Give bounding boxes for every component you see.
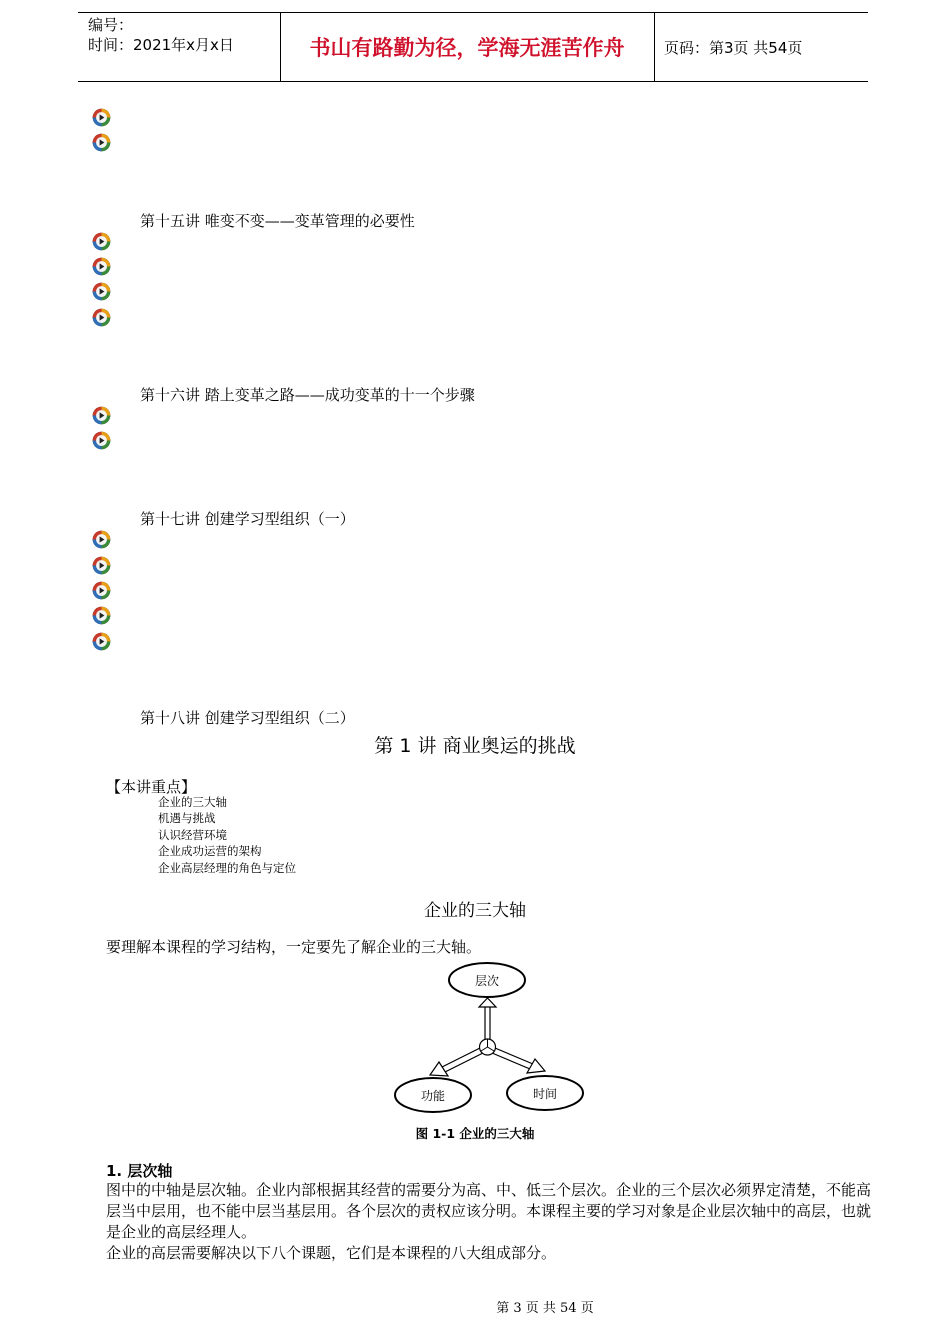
page-header	[78, 12, 868, 82]
serial-label: 编号：	[88, 16, 134, 34]
lecture-title: 第十八讲 创建学习型组织（二）	[140, 709, 355, 727]
play-icon[interactable]	[92, 257, 111, 276]
play-icon[interactable]	[92, 108, 111, 127]
play-icon[interactable]	[92, 556, 111, 575]
body-text	[106, 1180, 882, 1264]
key-point-item: 认识经营环境	[158, 828, 227, 842]
lecture-title: 第十五讲 唯变不变——变革管理的必要性	[140, 212, 415, 230]
key-point-item: 企业成功运营的架构	[158, 844, 262, 858]
lecture-title: 第十六讲 踏上变革之路——成功变革的十一个步骤	[140, 386, 475, 404]
header-motto: 书山有路勤为径，学海无涯苦作舟	[309, 36, 625, 60]
play-icon[interactable]	[92, 133, 111, 152]
axis-label-left: 功能	[420, 1089, 446, 1103]
play-icon[interactable]	[92, 282, 111, 301]
key-point-item: 企业的三大轴	[158, 795, 227, 809]
key-point-item: 企业高层经理的角色与定位	[158, 861, 296, 875]
figure-caption: 图 1-1 企业的三大轴	[415, 1126, 535, 1141]
key-point-item: 机遇与挑战	[158, 811, 216, 825]
paragraph: 企业的高层需要解决以下八个课题，它们是本课程的八大组成部分。	[106, 1244, 557, 1262]
subsection-title: 1. 层次轴	[106, 1162, 173, 1180]
play-icon[interactable]	[92, 431, 111, 450]
axis-label-top: 层次	[474, 974, 500, 988]
header-meta	[88, 15, 234, 55]
lecture-title: 第十七讲 创建学习型组织（一）	[140, 510, 355, 528]
paragraph: 图中的中轴是层次轴。企业内部根据其经营的需要分为高、中、低三个层次。企业的三个层次必须界定清楚，不能高层当中层用，也不能中层当基层用。各个层次的责权应该分明。本课程主要的学习对象是企业层次轴中的高层，也就是企业的高层经理人。	[106, 1181, 872, 1241]
play-icon[interactable]	[92, 232, 111, 251]
play-icon[interactable]	[92, 581, 111, 600]
time-label: 时间：2021年x月x日	[88, 36, 234, 54]
axis-label-right: 时间	[532, 1087, 558, 1101]
play-icon[interactable]	[92, 406, 111, 425]
play-icon[interactable]	[92, 606, 111, 625]
three-axis-diagram	[390, 960, 590, 1120]
header-page-info: 页码：第3页 共54页	[664, 38, 803, 57]
page-footer: 第 3 页 共 54 页	[496, 1301, 594, 1316]
section-title: 企业的三大轴	[424, 901, 526, 921]
header-divider	[654, 13, 655, 81]
key-points-title: 【本讲重点】	[106, 778, 197, 796]
play-icon[interactable]	[92, 632, 111, 651]
intro-text: 要理解本课程的学习结构，一定要先了解企业的三大轴。	[106, 938, 482, 956]
play-icon[interactable]	[92, 308, 111, 327]
chapter-title: 第 1 讲 商业奥运的挑战	[374, 735, 576, 757]
play-icon[interactable]	[92, 530, 111, 549]
